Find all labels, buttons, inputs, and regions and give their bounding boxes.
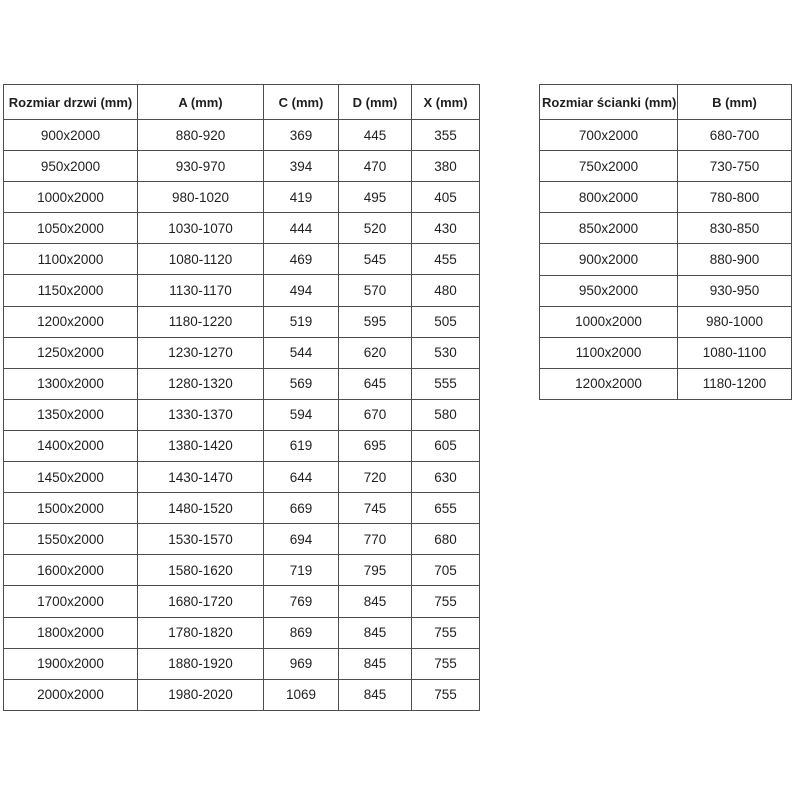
table-cell: 694 xyxy=(264,524,339,555)
table-cell: 419 xyxy=(264,182,339,213)
table-cell: 570 xyxy=(339,275,412,306)
table-cell: 380 xyxy=(412,151,480,182)
column-header: D (mm) xyxy=(339,85,412,120)
column-header: C (mm) xyxy=(264,85,339,120)
table-cell: 680 xyxy=(412,524,480,555)
table-row xyxy=(540,275,792,306)
table-cell: 1700x2000 xyxy=(4,586,138,617)
table-cell: 444 xyxy=(264,213,339,244)
table-cell: 544 xyxy=(264,337,339,368)
table-row xyxy=(4,399,480,430)
table-cell: 769 xyxy=(264,586,339,617)
table-row xyxy=(4,275,480,306)
table-cell: 1250x2000 xyxy=(4,337,138,368)
table-cell: 669 xyxy=(264,493,339,524)
table-cell: 880-920 xyxy=(138,120,264,151)
table-row xyxy=(540,182,792,213)
table-cell: 869 xyxy=(264,617,339,648)
table-row xyxy=(4,430,480,461)
table-cell: 1200x2000 xyxy=(540,368,678,399)
table-cell: 355 xyxy=(412,120,480,151)
table-cell: 1080-1100 xyxy=(678,337,792,368)
table-cell: 1100x2000 xyxy=(540,337,678,368)
table-cell: 1280-1320 xyxy=(138,368,264,399)
table-cell: 495 xyxy=(339,182,412,213)
table-cell: 969 xyxy=(264,648,339,679)
table-cell: 780-800 xyxy=(678,182,792,213)
table-cell: 700x2000 xyxy=(540,120,678,151)
table-cell: 1300x2000 xyxy=(4,368,138,399)
wall-sizes-header-row xyxy=(540,85,792,120)
table-cell: 950x2000 xyxy=(540,275,678,306)
table-row xyxy=(4,555,480,586)
table-cell: 850x2000 xyxy=(540,213,678,244)
table-cell: 619 xyxy=(264,430,339,461)
table-cell: 900x2000 xyxy=(4,120,138,151)
table-cell: 455 xyxy=(412,244,480,275)
table-cell: 405 xyxy=(412,182,480,213)
table-cell: 1330-1370 xyxy=(138,399,264,430)
column-header: X (mm) xyxy=(412,85,480,120)
table-cell: 430 xyxy=(412,213,480,244)
table-cell: 505 xyxy=(412,306,480,337)
table-cell: 1580-1620 xyxy=(138,555,264,586)
table-cell: 520 xyxy=(339,213,412,244)
table-cell: 1100x2000 xyxy=(4,244,138,275)
table-cell: 630 xyxy=(412,462,480,493)
table-row xyxy=(4,337,480,368)
table-cell: 494 xyxy=(264,275,339,306)
table-cell: 1800x2000 xyxy=(4,617,138,648)
table-cell: 755 xyxy=(412,617,480,648)
column-header: A (mm) xyxy=(138,85,264,120)
table-cell: 950x2000 xyxy=(4,151,138,182)
table-cell: 670 xyxy=(339,399,412,430)
column-header: Rozmiar drzwi (mm) xyxy=(4,85,138,120)
table-cell: 719 xyxy=(264,555,339,586)
table-cell: 1450x2000 xyxy=(4,462,138,493)
table-cell: 845 xyxy=(339,648,412,679)
table-row xyxy=(540,337,792,368)
table-cell: 369 xyxy=(264,120,339,151)
table-cell: 1500x2000 xyxy=(4,493,138,524)
table-row xyxy=(4,213,480,244)
table-cell: 645 xyxy=(339,368,412,399)
wall-sizes-body xyxy=(540,120,792,400)
table-cell: 705 xyxy=(412,555,480,586)
table-cell: 1030-1070 xyxy=(138,213,264,244)
table-row xyxy=(4,617,480,648)
table-cell: 480 xyxy=(412,275,480,306)
table-row xyxy=(4,182,480,213)
table-row xyxy=(4,493,480,524)
table-cell: 1050x2000 xyxy=(4,213,138,244)
table-cell: 930-950 xyxy=(678,275,792,306)
table-cell: 795 xyxy=(339,555,412,586)
table-cell: 755 xyxy=(412,586,480,617)
table-cell: 1069 xyxy=(264,679,339,710)
table-row xyxy=(540,368,792,399)
table-cell: 1180-1200 xyxy=(678,368,792,399)
table-cell: 644 xyxy=(264,462,339,493)
table-cell: 1550x2000 xyxy=(4,524,138,555)
table-cell: 1000x2000 xyxy=(4,182,138,213)
table-row xyxy=(4,679,480,710)
table-cell: 1000x2000 xyxy=(540,306,678,337)
table-cell: 569 xyxy=(264,368,339,399)
table-cell: 1130-1170 xyxy=(138,275,264,306)
table-cell: 880-900 xyxy=(678,244,792,275)
table-cell: 755 xyxy=(412,679,480,710)
table-cell: 394 xyxy=(264,151,339,182)
table-row xyxy=(4,244,480,275)
table-row xyxy=(4,306,480,337)
door-sizes-body xyxy=(4,120,480,711)
table-cell: 1900x2000 xyxy=(4,648,138,679)
table-cell: 1880-1920 xyxy=(138,648,264,679)
table-cell: 770 xyxy=(339,524,412,555)
table-cell: 655 xyxy=(412,493,480,524)
table-cell: 1530-1570 xyxy=(138,524,264,555)
table-cell: 750x2000 xyxy=(540,151,678,182)
table-cell: 469 xyxy=(264,244,339,275)
table-cell: 1080-1120 xyxy=(138,244,264,275)
table-cell: 620 xyxy=(339,337,412,368)
table-row xyxy=(540,120,792,151)
table-cell: 1480-1520 xyxy=(138,493,264,524)
table-cell: 680-700 xyxy=(678,120,792,151)
table-cell: 595 xyxy=(339,306,412,337)
table-cell: 1380-1420 xyxy=(138,430,264,461)
table-cell: 800x2000 xyxy=(540,182,678,213)
table-cell: 1680-1720 xyxy=(138,586,264,617)
table-cell: 1780-1820 xyxy=(138,617,264,648)
table-cell: 980-1020 xyxy=(138,182,264,213)
table-row xyxy=(4,648,480,679)
table-cell: 845 xyxy=(339,586,412,617)
table-row xyxy=(4,120,480,151)
wall-sizes-table xyxy=(539,84,792,400)
table-cell: 830-850 xyxy=(678,213,792,244)
table-cell: 1230-1270 xyxy=(138,337,264,368)
table-cell: 980-1000 xyxy=(678,306,792,337)
table-cell: 580 xyxy=(412,399,480,430)
table-cell: 695 xyxy=(339,430,412,461)
table-cell: 545 xyxy=(339,244,412,275)
table-cell: 605 xyxy=(412,430,480,461)
table-cell: 1200x2000 xyxy=(4,306,138,337)
table-row xyxy=(4,462,480,493)
table-row xyxy=(4,586,480,617)
table-cell: 720 xyxy=(339,462,412,493)
table-cell: 555 xyxy=(412,368,480,399)
door-sizes-header-row xyxy=(4,85,480,120)
table-row xyxy=(540,244,792,275)
table-cell: 745 xyxy=(339,493,412,524)
table-cell: 445 xyxy=(339,120,412,151)
table-cell: 845 xyxy=(339,617,412,648)
table-cell: 530 xyxy=(412,337,480,368)
table-cell: 900x2000 xyxy=(540,244,678,275)
column-header: B (mm) xyxy=(678,85,792,120)
table-cell: 519 xyxy=(264,306,339,337)
table-row xyxy=(540,151,792,182)
table-row xyxy=(4,151,480,182)
table-cell: 845 xyxy=(339,679,412,710)
table-cell: 1430-1470 xyxy=(138,462,264,493)
table-cell: 1180-1220 xyxy=(138,306,264,337)
table-cell: 755 xyxy=(412,648,480,679)
table-row xyxy=(4,524,480,555)
column-header: Rozmiar ścianki (mm) xyxy=(540,85,678,120)
table-cell: 2000x2000 xyxy=(4,679,138,710)
table-cell: 1400x2000 xyxy=(4,430,138,461)
table-row xyxy=(540,306,792,337)
table-row xyxy=(4,368,480,399)
table-cell: 930-970 xyxy=(138,151,264,182)
table-cell: 594 xyxy=(264,399,339,430)
table-cell: 1600x2000 xyxy=(4,555,138,586)
table-row xyxy=(540,213,792,244)
table-cell: 470 xyxy=(339,151,412,182)
table-cell: 730-750 xyxy=(678,151,792,182)
table-cell: 1350x2000 xyxy=(4,399,138,430)
table-cell: 1150x2000 xyxy=(4,275,138,306)
table-cell: 1980-2020 xyxy=(138,679,264,710)
door-sizes-table xyxy=(3,84,480,711)
